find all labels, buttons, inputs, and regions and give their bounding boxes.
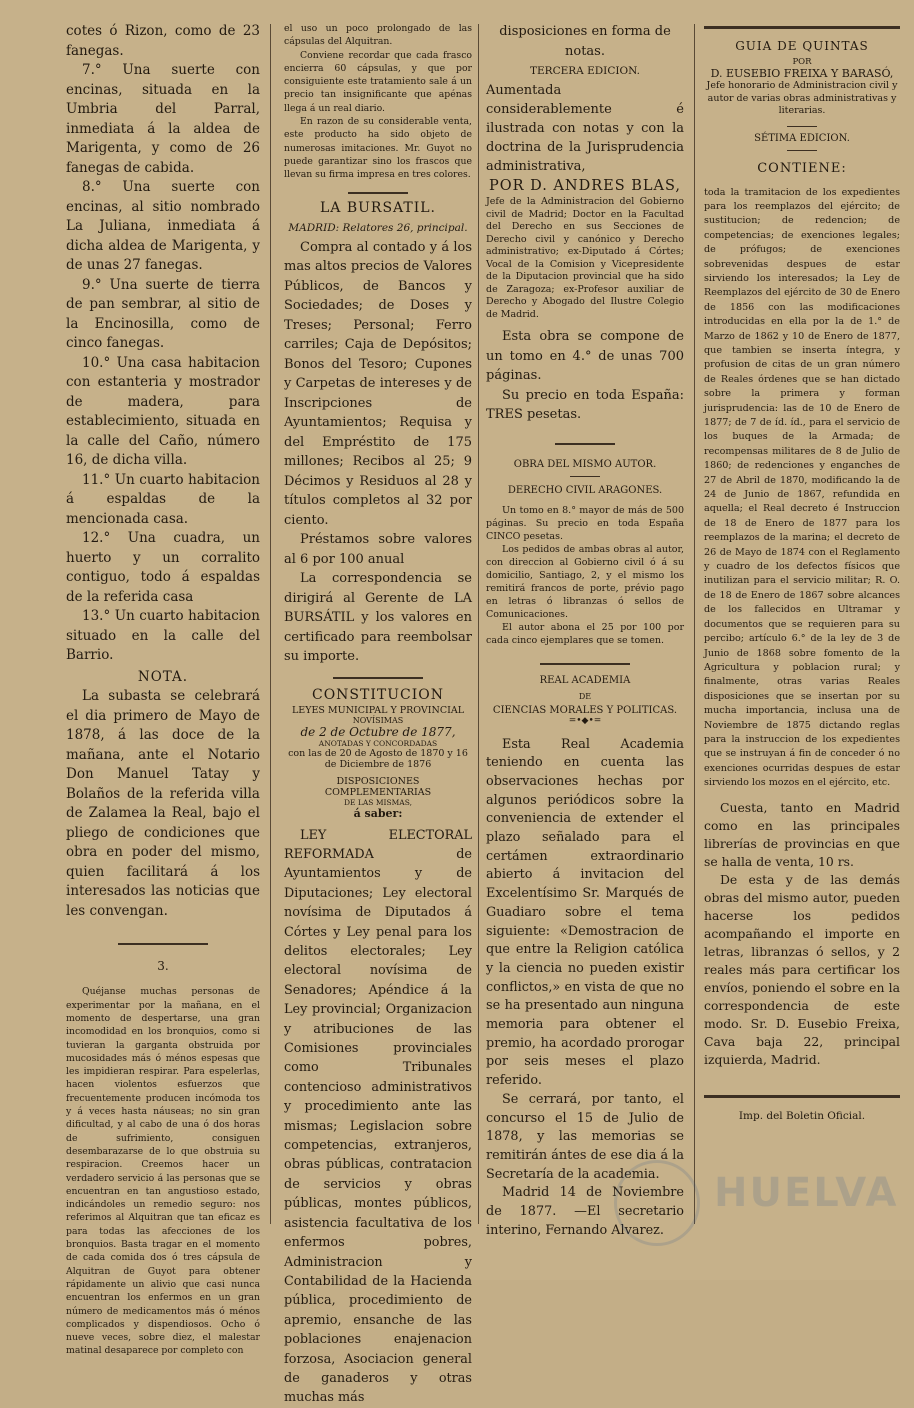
lot-11-text: 11.° Un cuarto habitacion á espaldas de la mencionada casa.	[66, 471, 260, 527]
academia-name: CIENCIAS MORALES Y POLITICAS.	[492, 704, 678, 716]
column-rule	[478, 24, 479, 1224]
guia-price-text: Cuesta, tanto en Madrid como en las principales librerías de provincias en que se halla de venta, 10 rs.	[704, 799, 900, 869]
blas-intro-text: disposiciones en forma de notas.	[499, 24, 671, 59]
column-3	[486, 22, 684, 1238]
academia-notice-text: Esta Real Academia teniendo en cuenta las observaciones hechas por algunos periódicos sobre la conveniencia de extender el plazo señalado para el certámen extraordinario abierto á invitacion del Excelentísimo Sr. Marqués de Guadiaro sobre el tema siguiente: «Demostracion de que entre la Religion católica y la ciencia no pueden existir conflictos,» en vista de que no se ha presentado aun ninguna memoria para obtener el premio, ha acordado prorogar por seis meses el plazo referido.	[486, 736, 684, 1089]
column-2	[284, 22, 472, 1406]
separator	[787, 150, 817, 151]
bursatil-address: MADRID: Relatores 26, principal.	[288, 221, 468, 234]
lot-7-text: 7.° Una suerte con encinas, situada en la Umbria del Parral, inmediata á la aldea de Marigenta, y como de 26 fanegas de cabida.	[66, 62, 260, 176]
separator	[570, 476, 600, 477]
bursatil-loans-text: Préstamos sobre valores al 6 por 100 anual	[284, 532, 472, 567]
constitucion-date: de 2 de Octubre de 1877,	[300, 724, 456, 739]
lot-13-text: 13.° Un cuarto habitacion situado en la calle del Barrio.	[66, 608, 260, 663]
derecho-heading: DERECHO CIVIL ARAGONES.	[507, 484, 663, 496]
bursatil-title: LA BURSATIL.	[319, 199, 437, 216]
column-1	[66, 22, 260, 1357]
guia-author: D. EUSEBIO FREIXA Y BARASÓ,	[710, 67, 894, 80]
obra-heading: OBRA DEL MISMO AUTOR.	[513, 458, 657, 470]
alquitran-capsules-text: Conviene recordar que cada frasco encierra 60 cápsulas, y que por consiguiente este tratamiento sale á un precio tan insignificante que apénas llega á un real diario.	[284, 49, 472, 114]
separator	[540, 663, 630, 665]
derecho-volume-text: Un tomo en 8.° mayor de más de 500 páginas. Su precio en toda España CINCO pesetas.	[486, 504, 684, 542]
guia-contiene: CONTIENE:	[757, 160, 847, 176]
section-number: 3.	[157, 959, 169, 973]
blas-price-text: Su precio en toda España: TRES pesetas.	[486, 387, 684, 422]
derecho-orders-text: Los pedidos de ambas obras al autor, con direccion al Gobierno civil ó á su domicilio, Santiago, 2, y el mismo los remitirá francos de porte, prévio pago en letras ó libranzas ó sellos de Comunicaciones.	[486, 543, 684, 620]
stamp-emblem	[614, 1160, 700, 1246]
separator	[333, 677, 423, 679]
academia-signature-text: Madrid 14 de Noviembre de 1877. —El secretario interino, Fernando Alvarez.	[486, 1185, 684, 1238]
guia-contents-text: toda la tramitacion de los expedientes para los reemplazos del ejército; de sustitucion; de redencion; de competencias; de exenciones legales; de prófugos; de exenciones sobrevenidas despues de estar sirviendo los interesados; la Ley de Reemplazos del ejército de 30 de Enero de 1856 con las modificaciones introducidas en ella por la de 1.° de Marzo de 1862 y 10 de Enero de 1877, que tambien se inserta íntegra, y profusion de citas de un gran número de Reales órdenes que se han dictado sobre la primera y forman jurisprudencia: las de 10 de Enero de 1877; de 7 de íd. íd., para el servicio de los buques de la Armada; de recompensas militares de 8 de Julio de 1860; de redenciones y enganches de 27 de Abril de 1870, modificando la de 24 de Junio de 1867, refundida en aquella; el Real decreto é Instruccion de 18 de Enero de 1877 para los reemplazos de la marina; el decreto de 26 de Mayo de 1874 con el Reglamento y cuadro de los defectos físicos que inutilizan para el servicio militar; R. O. de 18 de Enero de 1867 sobre alcances de los fallecidos en Ultramar y documentos que se requieren para su percibo; artículo 6.° de la ley de 3 de Junio de 1868 sobre fomento de la Agricultura y poblacion rural; y finalmente, otras varias Reales disposiciones que se insertan por su mucha importancia, inclusa una de Noviembre de 1875 dictando reglas para la instruccion de los expedientes que se instruyan á fin de conceder ó no exenciones ocurridas despues de estar sirviendo los mozos en el ejército, etc.	[704, 186, 900, 789]
derecho-discount-text: El autor abona el 25 por 100 por cada cinco ejemplares que se tomen.	[486, 621, 684, 646]
stamp-text: HUELVA	[714, 1170, 899, 1216]
column-rule	[694, 24, 695, 1224]
guia-orders-text: De esta y de las demás obras del mismo autor, pueden hacerse los pedidos acompañando el importe en letras, libranzas ó sellos, y 2 reales más para certificar los envíos, poniendo el sobre en la correspondencia de este modo. Sr. D. Eusebio Freixa, Cava baja 22, principal izquierda, Madrid.	[704, 871, 900, 1067]
top-rule	[704, 26, 900, 29]
column-rule	[270, 24, 271, 1224]
guia-author-credentials: Jefe honorario de Administracion civil y autor de varias obras administrativas y literarias.	[706, 80, 898, 116]
separator	[555, 443, 615, 445]
lot-6-text: cotes ó Rizon, como de 23 fanegas.	[66, 23, 260, 59]
bursatil-contact-text: La correspondencia se dirigirá al Gerente de LA BURSÁTIL y los valores en certificado para reembolsar su importe.	[284, 571, 472, 665]
constitucion-novisimas: NOVÍSIMAS	[352, 715, 404, 725]
constitucion-a-saber: á saber:	[353, 806, 403, 820]
constitucion-concordance: con las de 20 de Agosto de 1870 y 16 de Diciembre de 1876	[288, 747, 468, 770]
academia-heading: REAL ACADEMIA	[539, 674, 631, 686]
academia-deadline-text: Se cerrará, por tanto, el concurso el 15 de Julio de 1878, y las memorias se remitirán ántes de ese dia á la Secretaría de la academia.	[486, 1091, 684, 1182]
library-stamp	[714, 1170, 899, 1240]
blas-edition: TERCERA EDICION.	[530, 65, 640, 77]
constitucion-disposiciones: DISPOSICIONES COMPLEMENTARIAS	[324, 775, 432, 798]
academia-ornament: =•◆•=	[568, 715, 602, 726]
lot-10-text: 10.° Una casa habitacion con estanteria y mostrador de madera, para establecimiento, situada en la calle del Caño, número 16, de dicha villa.	[66, 354, 260, 468]
blas-author: POR D. ANDRES BLAS,	[488, 178, 682, 194]
alquitran-text: Quéjanse muchas personas de experimentar por la mañana, en el momento de despertarse, una gran incomodidad en los bronquios, como si tuvieran la garganta obstruida por mucosidades más ó ménos espesas que les impidieran respirar. Para espelerlas, hacen violentos esfuerzos que frecuentemente producen incómoda tos y á veces hasta náuseas; no sin gran dificultad, y al cabo de una ó dos horas de sufrimiento, consiguen desembarazarse de lo que obstruia su respiracion. Creemos hacer un verdadero servicio á las personas que se encuentran en tan angustioso estado, indicándoles un remedio seguro: nos referimos al Alquitran que tan eficaz es para todas las afecciones de los bronquios. Basta tragar en el momento de cada comida dos ó tres cápsula de Alquitran de Guyot para obtener rápidamente un alivio que casi nunca encuentran los enfermos en un gran número de medicamentos más ó ménos complicados y dispendiosos. Ocho ó nueve veces, sobre diez, el malestar matinal desaparece por completo con	[66, 986, 260, 1357]
blas-description: Aumentada considerablemente é ilustrada con notas y con la doctrina de la Jurisprudencia administrativa,	[486, 83, 684, 174]
constitucion-anotadas: ANOTADAS Y CONCORDADAS	[318, 738, 438, 748]
guia-por: POR	[792, 57, 812, 67]
separator	[118, 943, 208, 945]
lot-12-text: 12.° Una cuadra, un huerto y un corralito contiguo, todo á espaldas de la referida casa	[66, 530, 260, 605]
bottom-rule	[704, 1095, 900, 1098]
guia-title: GUIA DE QUINTAS	[735, 39, 869, 53]
printer-credit: Imp. del Boletin Oficial.	[738, 1109, 866, 1122]
nota-heading: NOTA.	[137, 668, 189, 685]
blas-author-credentials: Jefe de la Administracion del Gobierno civil de Madrid; Doctor en la Facultad del Derecho en sus Secciones de Derecho civil y canónico y Derecho administrativo; ex-Diputado á Córtes; Vocal de la Comision y Vicepresidente de la Diputacion provincial que ha sido de Zaragoza; ex-Profesor auxiliar de Derecho y Abogado del Ilustre Colegio de Madrid.	[486, 196, 684, 320]
bursatil-text: Compra al contado y á los mas altos precios de Valores Públicos, de Bancos y Sociedades; de Doses y Treses; Personal; Ferro carriles; Caja de Depósitos; Bonos del Tesoro; Cupones y Carpetas de intereses y de Inscripciones de Ayuntamientos; Requisa y del Empréstito de 175 millones; Recibos al 25; 9 Décimos y Residuos al 28 y títulos completos al 32 por ciento.	[284, 239, 472, 528]
column-4	[704, 22, 900, 1232]
constitucion-title: CONSTITUCION	[311, 686, 444, 703]
lot-8-text: 8.° Una suerte con encinas, al sitio nombrado La Juliana, inmediata á dicha aldea de Marigenta, y de unas 27 fanegas.	[66, 179, 260, 273]
separator	[787, 126, 817, 127]
nota-text: La subasta se celebrará el dia primero de Mayo de 1878, á las doce de la mañana, ante el Notario Don Manuel Tatay y Bolaños de la referida villa de Zalamea la Real, bajo el pliego de condiciones que obra en poder del mismo, quien facilitará á los interesados las noticias que les convengan.	[66, 688, 260, 919]
academia-de: DE	[578, 691, 592, 701]
lot-9-text: 9.° Una suerte de tierra de pan sembrar, al sitio de la Encinosilla, como de cinco fanegas.	[66, 276, 260, 351]
constitucion-de-las-mismas: DE LAS MISMAS,	[344, 797, 412, 807]
constitucion-contents: LEY ELECTORAL REFORMADA de Ayuntamientos y de Diputaciones; Ley electoral novísima de Diputados á Córtes y Ley penal para los delitos electorales; Ley electoral novísima de Senadores; Apéndice á la Ley provincial; Organizacion y atribuciones de las Comisiones provinciales como Tribunales contencioso administrativos y procedimiento ante las mismas; Legislacion sobre competencias, extranjeros, obras públicas, contratacion de servicios y obras públicas, montes públicos, asistencia facultativa de los enfermos pobres, Administracion y Contabilidad de la Hacienda pública, procedimiento de apremio, ensanche de las poblaciones enajenacion forzosa, Asociacion general de ganaderos y otras muchas más	[284, 827, 472, 1406]
separator	[348, 192, 408, 194]
blas-volume-text: Esta obra se compone de un tomo en 4.° de unas 700 páginas.	[486, 329, 684, 383]
alquitran-cont-text: el uso un poco prolongado de las cápsulas del Alquitran.	[284, 23, 472, 48]
guia-edition: SÉTIMA EDICION.	[754, 132, 850, 144]
alquitran-imitations-text: En razon de su considerable venta, este producto ha sido objeto de numerosas imitaciones. Mr. Guyot no puede garantizar sino los frascos que llevan su firma impresa en tres colores.	[284, 116, 472, 181]
constitucion-subtitle: LEYES MUNICIPAL Y PROVINCIAL	[291, 704, 465, 716]
